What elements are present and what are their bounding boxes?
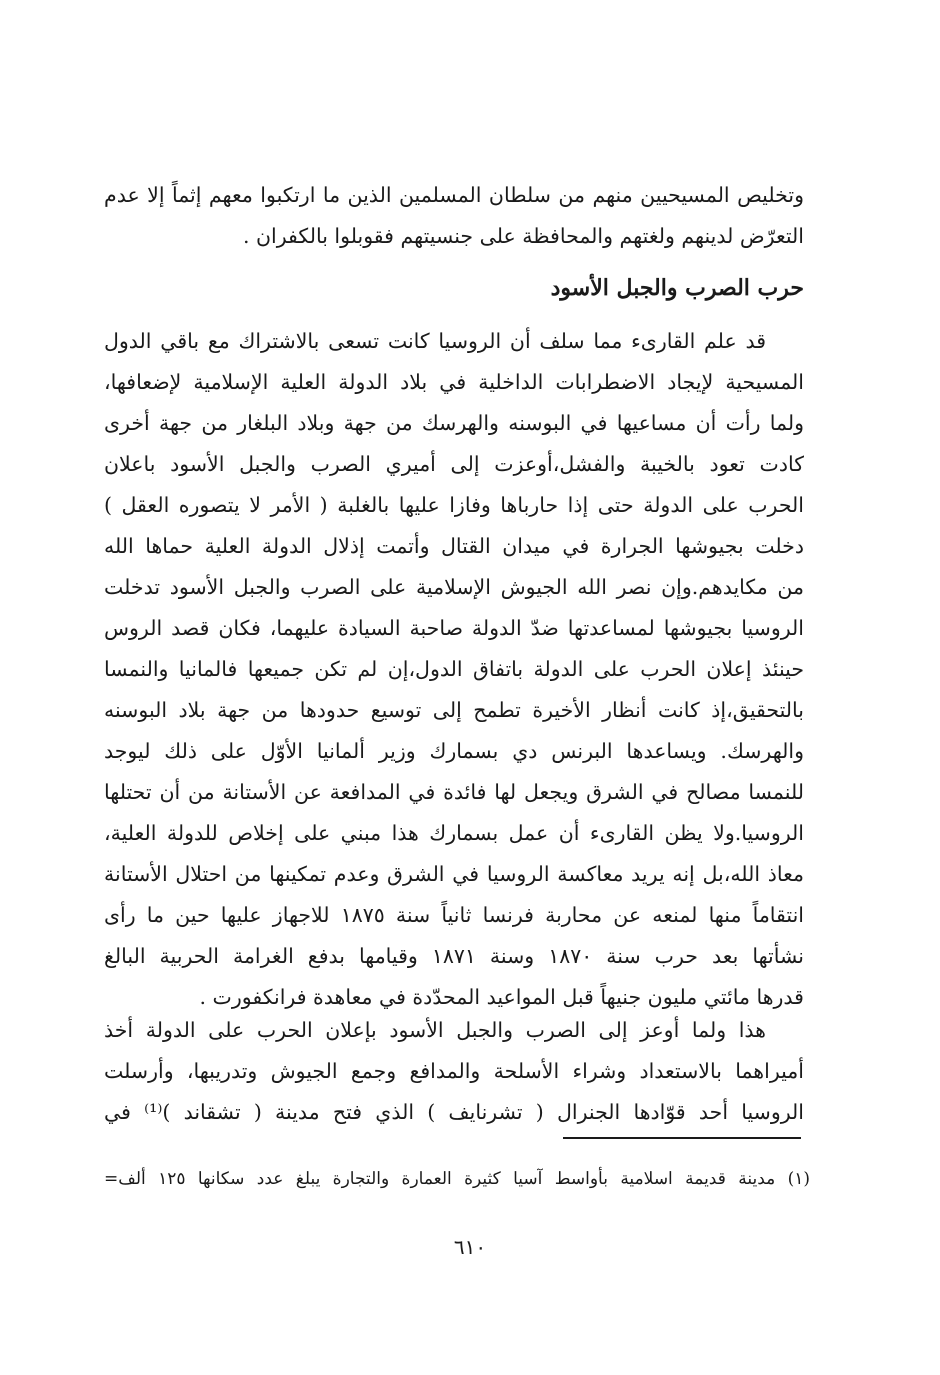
text-line: حينئذ إعلان الحرب على الدولة باتفاق الدول،إن لم تكن جميعها فالمانيا والنمسا: [104, 657, 804, 681]
continued-paragraph: [104, 175, 804, 257]
text-line: قد علم القارىء مما سلف أن الروسيا كانت تسعى بالاشتراك مع باقي الدول: [104, 329, 766, 353]
text-line: نشأتها بعد حرب سنة ١٨٧٠ وسنة ١٨٧١ وقيامها بدفع الغرامة الحربية البالغ: [104, 944, 804, 968]
text-line: دخلت بجيوشها الجرارة في ميدان القتال وأتمت إذلال الدولة العلية حماها الله: [104, 534, 804, 558]
text-line: بالتحقيق،إذ كانت أنظار الأخيرة تطمح إلى توسيع حدودها من جهة بلاد البوسنه: [104, 698, 804, 722]
text-line: الروسيا بجيوشها لمساعدتها ضدّ الدولة صاحبة السيادة عليهما، فكان قصد الروس: [104, 616, 804, 640]
text-line: الروسيا.ولا يظن القارىء أن عمل بسمارك هذا مبني على إخلاص للدولة العلية،: [104, 821, 804, 845]
text-line: أميراهما بالاستعداد وشراء الأسلحة والمدافع وجمع الجيوش وتدريبها، وأرسلت: [104, 1059, 804, 1083]
page-number: ٦١٠: [453, 1235, 487, 1259]
text-line: والهرسك. ويساعدها البرنس دي بسمارك وزير ألمانيا الأوّل على ذلك ليوجد: [104, 739, 804, 763]
text-line: الروسيا أحد قوّادها الجنرال ( تشرنايف ) الذي فتح مدينة ( تشقاند )⁽¹⁾ في: [104, 1100, 804, 1124]
second-paragraph: [104, 1010, 804, 1133]
text-line: انتقاماً منها لمنعه عن محاربة فرنسا ثانياً سنة ١٨٧٥ للاجهاز عليها حين ما رأى: [104, 903, 804, 927]
footnote: (١) مدينة قديمة اسلامية بأواسط آسيا كثيرة العمارة والتجارة يبلغ عدد سكانها ١٢٥ ألف=: [104, 1169, 810, 1189]
text-line: من مكايدهم.وإن نصر الله الجيوش الإسلامية على الصرب والجبل الأسود تدخلت: [104, 575, 804, 599]
main-paragraph: [104, 321, 804, 1018]
text-line: المسيحية لإيجاد الاضطرابات الداخلية في بلاد الدولة العلية الإسلامية لإضعافها،: [104, 370, 804, 394]
text-line: كادت تعود بالخيبة والفشل،أوعزت إلى أميري الصرب والجبل الأسود باعلان: [104, 452, 804, 476]
footnote-divider: [563, 1137, 801, 1139]
text-line: هذا ولما أوعز إلى الصرب والجبل الأسود بإعلان الحرب على الدولة أخذ: [104, 1018, 766, 1042]
text-line: ولما رأت أن مساعيها في البوسنه والهرسك من جهة وبلاد البلغار من جهة أخرى: [104, 411, 804, 435]
text-line: التعرّض لدينهم ولغتهم والمحافظة على جنسيتهم فقوبلوا بالكفران .: [242, 224, 804, 248]
text-line: وتخليص المسيحيين منهم من سلطان المسلمين الذين ما ارتكبوا معهم إثماً إلا عدم: [104, 183, 804, 207]
text-line: للنمسا مصالح في الشرق ويجعل لها فائدة في المدافعة عن الأستانة من أن تحتلها: [104, 780, 804, 804]
text-line: معاذ الله،بل إنه يريد معاكسة الروسيا في الشرق وعدم تمكينها من احتلال الأستانة: [104, 862, 804, 886]
text-line: قدرها مائتي مليون جنيهاً قبل المواعيد المحدّدة في معاهدة فرانكفورت .: [199, 985, 804, 1009]
text-line: الحرب على الدولة حتى إذا حارباها وفازا عليها بالغلبة ( الأمر لا يتصوره العقل ): [104, 493, 804, 517]
section-heading: حرب الصرب والجبل الأسود: [550, 275, 804, 301]
